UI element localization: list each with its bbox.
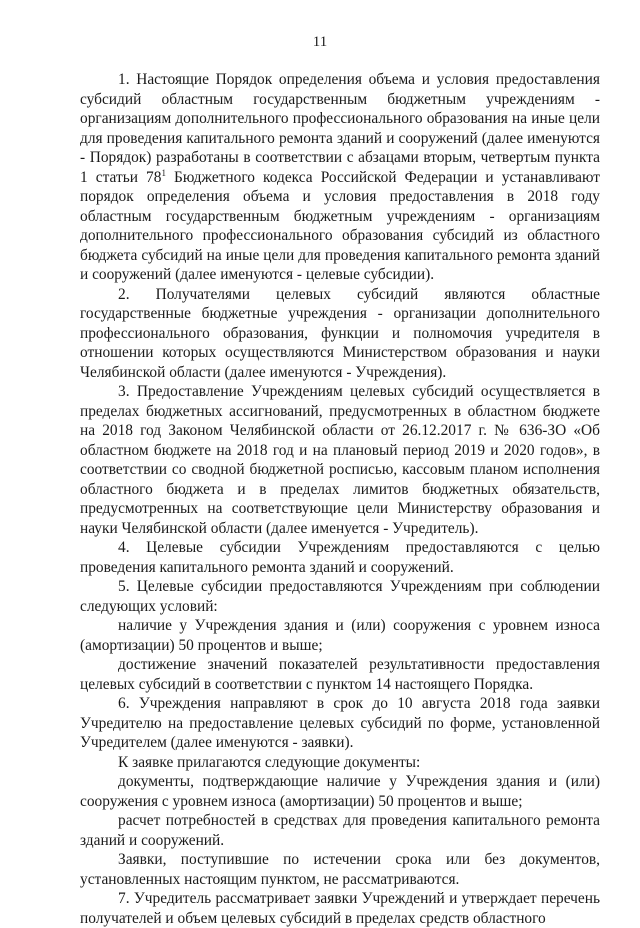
attachment-1: документы, подтверждающие наличие у Учреждения здания и (или) сооружения с уровнем износа (амортизации) 50 процентов и выше;	[80, 773, 600, 810]
attachments-intro: К заявке прилагаются следующие документы:	[118, 753, 421, 771]
paragraph-3: 3. Предоставление Учреждениям целевых субсидий осуществляется в пределах бюджетных ассигнований, предусмотренных в областном бюджете на 2018 год Законом Челябинской области от 26.12.2017 г. № 636-ЗО «Об областном бюджете на 2018 год и на плановый период 2019 и 2020 годов», в соответствии со сводной бюджетной росписью, кассовым планом исполнения областного бюджета и в пределах лимитов бюджетных обязательств, предусмотренных на соответствующие цели Министерству образования и науки Челябинской области (далее именуется - Учредитель).	[80, 383, 600, 537]
paragraph-6: 6. Учреждения направляют в срок до 10 августа 2018 года заявки Учредителю на предоставление целевых субсидий по форме, установленной Учредителем (далее именуются - заявки).	[80, 695, 600, 751]
condition-1: наличие у Учреждения здания и (или) сооружения с уровнем износа (амортизации) 50 процентов и выше;	[80, 617, 600, 654]
paragraph-5: 5. Целевые субсидии предоставляются Учреждениям при соблюдении следующих условий:	[80, 578, 600, 615]
paragraph-4: 4. Целевые субсидии Учреждениям предоставляются с целью проведения капитального ремонта зданий и сооружений.	[80, 539, 600, 576]
rejection-note: Заявки, поступившие по истечении срока или без документов, установленных настоящим пунктом, не рассматриваются.	[80, 851, 600, 888]
paragraph-1-text: 1. Настоящие Порядок определения объема и условия предоставления субсидий областным государственным бюджетным учреждениям - организациям дополнительного профессионального образования на иные цели для проведения капитального ремонта зданий и сооружений (далее именуются - Порядок) разработаны в соответствии с абзацами вторым, четвертым пункта 1 статьи 78	[80, 71, 600, 186]
condition-2: достижение значений показателей результативности предоставления целевых субсидий в соответствии с пунктом 14 настоящего Порядка.	[80, 656, 600, 693]
paragraph-1-continuation: Бюджетного кодекса Российской Федерации и устанавливают порядок определения объема и условия предоставления в 2018 году областным государственным бюджетным учреждениям - организациям дополнительного профессионального образования субсидий из областного бюджета субсидий на иные цели для проведения капитального ремонта зданий и сооружений (далее именуются - целевые субсидии).	[80, 168, 600, 283]
paragraph-2: 2. Получателями целевых субсидий являются областные государственные бюджетные учреждения - организации дополнительного профессионального образования, функции и полномочия учредителя в отношении которых осуществляются Министерством образования и науки Челябинской области (далее именуются - Учреждения).	[80, 285, 600, 381]
document-body	[80, 70, 600, 928]
paragraph-7: 7. Учредитель рассматривает заявки Учреждений и утверждает перечень получателей и объем целевых субсидий в пределах средств областного	[80, 890, 600, 927]
paragraph-1	[80, 70, 600, 285]
attachment-2: расчет потребностей в средствах для проведения капитального ремонта зданий и сооружений.	[80, 812, 600, 849]
page-number: 11	[312, 34, 328, 50]
paragraph-1-superscript: 1	[161, 167, 166, 178]
